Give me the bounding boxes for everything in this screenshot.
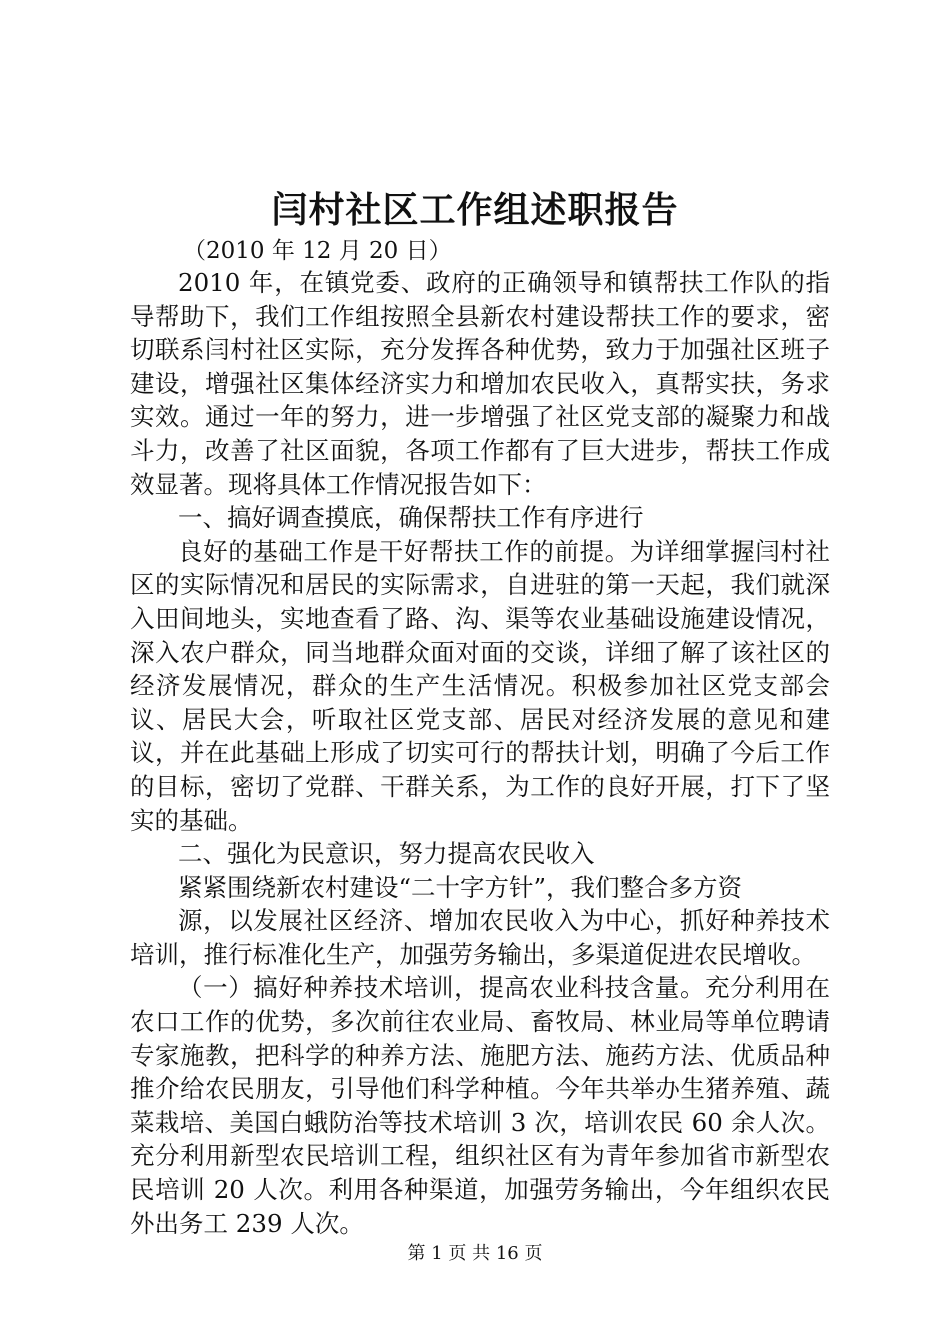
section-heading-2: 二、强化为民意识，努力提高农民收入 [178, 839, 595, 869]
document-date: （2010 年 12 月 20 日） [183, 238, 452, 264]
section-heading-1: 一、搞好调查摸底，确保帮扶工作有序进行 [178, 503, 644, 533]
paragraph-section-2-line: 紧紧围绕新农村建设“二十字方针”，我们整合多方资 [178, 872, 743, 902]
page-footer: 第 1 页 共 16 页 [407, 1243, 543, 1264]
document-title: 闫村社区工作组述职报告 [271, 189, 679, 231]
paragraph-intro: 2010 年，在镇党委、政府的正确领导和镇帮扶工作队的指导帮助下，我们工作组按照全县新农村建设帮扶工作的要求，密切联系闫村社区实际，充分发挥各种优势，致力于加强社区班子建设，增强社区集体经济实力和增加农民收入，真帮实扶，务求实效。通过一年的努力，进一步增强了社区党支部的凝聚力和战斗力，改善了社区面貌，各项工作都有了巨大进步，帮扶工作成效显著。现将具体工作情况报告如下： [130, 268, 830, 499]
paragraph-section-1: 良好的基础工作是干好帮扶工作的前提。为详细掌握闫村社区的实际情况和居民的实际需求，自进驻的第一天起，我们就深入田间地头，实地查看了路、沟、渠等农业基础设施建设情况，深入农户群众，同当地群众面对面的交谈，详细了解了该社区的经济发展情况，群众的生产生活情况。积极参加社区党支部会议、居民大会，听取社区党支部、居民对经济发展的意见和建议，并在此基础上形成了切实可行的帮扶计划，明确了今后工作的目标，密切了党群、干群关系，为工作的良好开展，打下了坚实的基础。 [130, 536, 830, 835]
document-body [130, 266, 830, 1240]
paragraph-subsection-1: （一）搞好种养技术培训，提高农业科技含量。充分利用在农口工作的优势，多次前往农业局、畜牧局、林业局等单位聘请专家施教，把科学的种养方法、施肥方法、施药方法、优质品种推介给农民朋友，引导他们科学种植。今年共举办生猪养殖、蔬菜栽培、美国白蛾防治等技术培训 3 次，培训农民 60 余人次。充分利用新型农民培训工程，组织社区有为青年参加省市新型农民培训 20 人次。利用各种渠道，加强劳务输出，今年组织农民外出务工 239 人次。 [130, 973, 830, 1238]
paragraph-section-2-body: 源，以发展社区经济、增加农民收入为中心，抓好种养技术培训，推行标准化生产，加强劳务输出，多渠道促进农民增收。 [130, 906, 830, 969]
